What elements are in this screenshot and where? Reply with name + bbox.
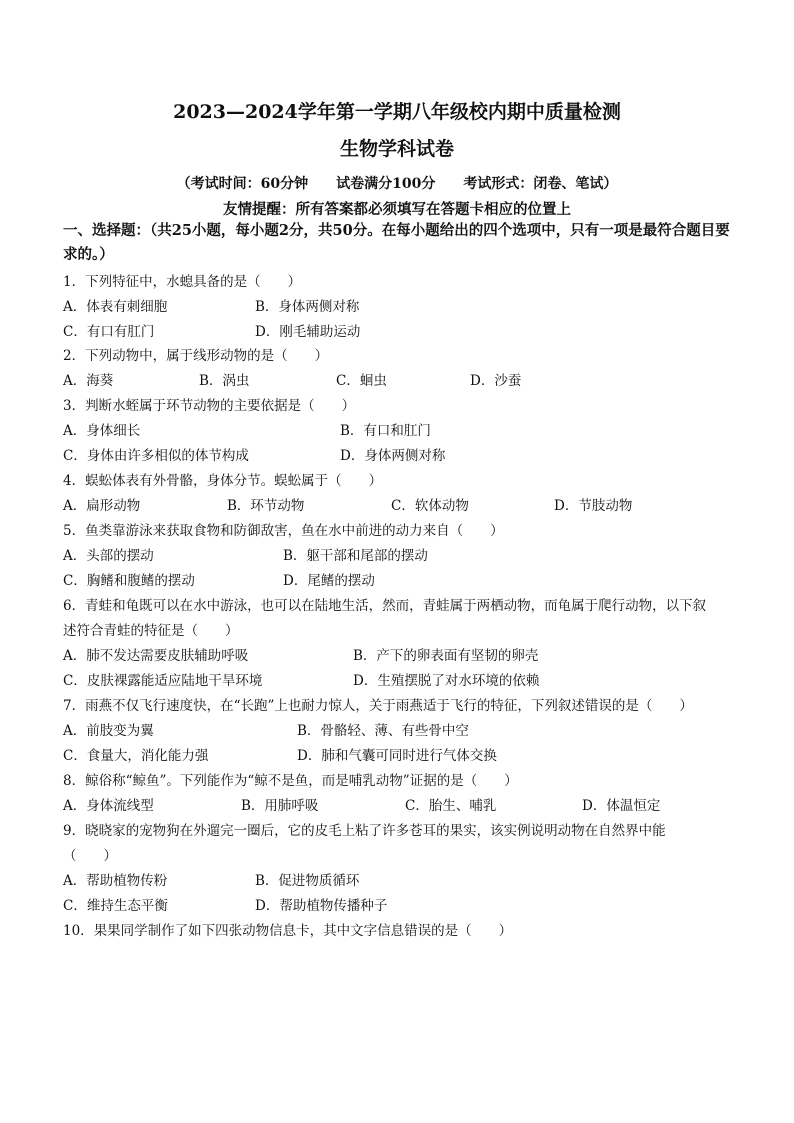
question-5-option-b: B．躯干部和尾部的摆动 (283, 548, 428, 564)
question-7-option-b: B．骨骼轻、薄、有些骨中空 (297, 723, 469, 739)
question-8-option-d: D．体温恒定 (582, 798, 661, 814)
question-8-option-a: A．身体流线型 (63, 798, 154, 814)
exam-title: 2023—2024学年第一学期八年级校内期中质量检测 (173, 101, 621, 123)
question-2-option-d: D．沙蚕 (470, 373, 522, 389)
question-9-option-b: B．促进物质循环 (255, 873, 360, 889)
question-9-option-a: A．帮助植物传粉 (63, 873, 168, 889)
question-8-option-c: C．胎生、哺乳 (405, 798, 497, 814)
question-5-option-a: A．头部的摆动 (63, 548, 154, 564)
question-6-option-a: A．肺不发达需要皮肤辅助呼吸 (63, 648, 249, 664)
question-2-stem: 2．下列动物中，属于线形动物的是（ ） (63, 348, 329, 364)
question-3-option-b: B．有口和肛门 (340, 423, 431, 439)
section-heading: 一、选择题：（共25小题，每小题2分，共50分。在每小题给出的四个选项中，只有一项是最符合题目要求的。） (63, 222, 730, 263)
question-3-option-c: C．身体由许多相似的体节构成 (63, 448, 249, 464)
question-3-option-d: D．身体两侧对称 (340, 448, 446, 464)
question-1-stem: 1．下列特征中，水螅具备的是（ ） (63, 274, 302, 290)
question-8-stem: 8．鲸俗称“鲸鱼”。下列能作为“鲸不是鱼，而是哺乳动物”证据的是（ ） (63, 773, 518, 789)
question-6-option-d: D．生殖摆脱了对水环境的依赖 (353, 673, 540, 689)
question-4-option-a: A．扁形动物 (63, 498, 141, 514)
exam-info: （考试时间：60分钟 试卷满分100分 考试形式：闭卷、笔试） (176, 176, 618, 192)
question-6-stem: 6．青蛙和龟既可以在水中游泳，也可以在陆地生活，然而，青蛙属于两栖动物，而龟属于爬行动物，以下叙 (63, 598, 707, 614)
question-1-option-c: C．有口有肛门 (63, 324, 155, 340)
question-4-option-c: C．软体动物 (391, 498, 469, 514)
question-1-option-d: D．刚毛辅助运动 (255, 324, 361, 340)
question-5-option-c: C．胸鳍和腹鳍的摆动 (63, 573, 195, 589)
question-2-option-c: C．蛔虫 (336, 373, 387, 389)
question-10-stem: 10．果果同学制作了如下四张动物信息卡，其中文字信息错误的是（ ） (63, 923, 513, 939)
exam-subject: 生物学科试卷 (339, 138, 454, 160)
question-4-option-b: B．环节动物 (227, 498, 305, 514)
question-7-option-c: C．食量大，消化能力强 (63, 748, 209, 764)
question-9-stem-cont: （ ） (63, 848, 117, 864)
question-1-option-a: A．体表有刺细胞 (63, 299, 168, 315)
question-5-option-d: D．尾鳍的摆动 (283, 573, 375, 589)
question-7-option-d: D．肺和气囊可同时进行气体交换 (297, 748, 497, 764)
question-6-stem-cont: 述符合青蛙的特征是（ ） (63, 623, 239, 639)
question-5-stem: 5．鱼类靠游泳来获取食物和防御敌害，鱼在水中前进的动力来自（ ） (63, 523, 504, 539)
question-2-option-a: A．海葵 (63, 373, 114, 389)
question-3-option-a: A．身体细长 (63, 423, 141, 439)
question-9-option-c: C．维持生态平衡 (63, 898, 168, 914)
question-1-option-b: B．身体两侧对称 (255, 299, 360, 315)
question-8-option-b: B．用肺呼吸 (241, 798, 319, 814)
question-9-option-d: D．帮助植物传播种子 (255, 898, 388, 914)
question-7-option-a: A．前肢变为翼 (63, 723, 154, 739)
question-9-stem: 9．晓晓家的宠物狗在外遛完一圈后，它的皮毛上粘了许多苍耳的果实，该实例说明动物在自然界中能 (63, 823, 666, 839)
question-2-option-b: B．涡虫 (199, 373, 250, 389)
question-3-stem: 3．判断水蛭属于环节动物的主要依据是（ ） (63, 398, 356, 414)
question-4-option-d: D．节肢动物 (554, 498, 633, 514)
question-4-stem: 4．蜈蚣体表有外骨骼，身体分节。蜈蚣属于（ ） (63, 473, 383, 489)
reminder: 友情提醒：所有答案都必须填写在答题卡相应的位置上 (223, 201, 571, 218)
question-7-stem: 7．雨燕不仅飞行速度快，在“长跑”上也耐力惊人，关于雨燕适于飞行的特征，下列叙述错误的是（ ） (63, 698, 693, 714)
question-6-option-b: B．产下的卵表面有坚韧的卵壳 (353, 648, 539, 664)
question-6-option-c: C．皮肤裸露能适应陆地干旱环境 (63, 673, 263, 689)
